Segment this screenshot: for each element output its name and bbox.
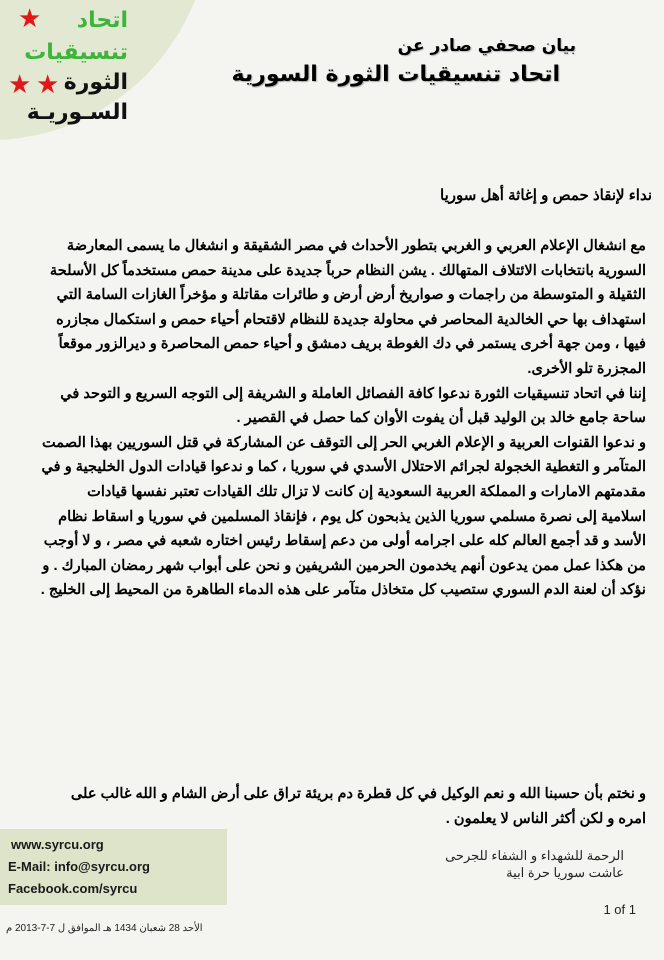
date-line: الأحد 28 شعبان 1434 هـ الموافق ل 7-7-2013 م bbox=[6, 923, 203, 934]
red-star-icon: ★ bbox=[18, 4, 42, 34]
facebook-link[interactable]: Facebook.com/syrcu bbox=[8, 881, 138, 896]
body-paragraph: مع انشغال الإعلام العربي و الغربي بتطور الأحداث في مصر الشقيقة و انشغال ما يسمى المعارضة السورية بانتخابات الائتلاف المتهالك . يشن النظام حرباً جديدة على مدينة حمص مستخدماً كل الأسلحة الثقيلة و المتوسطة من راجمات و صواريخ أرض أرض و طائرات مقاتلة و مؤخراً الغازات السامة التي استهداف بها حي الخالدية المحاصر في محاولة جديدة للنظام لاقتحام أحياء حمص و استكمال مجازره فيها ، ومن جهة أخرى يستمر في دك الغوطة بريف دمشق و أحياء حمص المحاصرة و ديرالزور موقعاً المجزرة تلو الأخرى. bbox=[49, 238, 646, 377]
page-count: 1 of 1 bbox=[603, 902, 636, 917]
logo-line-1: اتحاد bbox=[76, 8, 128, 33]
sign-off-line-1: الرحمة للشهداء و الشفاء للجرحى bbox=[445, 848, 624, 863]
red-star-icon: ★ bbox=[8, 70, 32, 100]
red-star-icon: ★ bbox=[36, 70, 60, 100]
logo-line-2: تنسيقيات bbox=[24, 40, 128, 65]
appeal-title: نداء لإنقاذ حمص و إغاثة أهل سوريا bbox=[440, 187, 652, 204]
organization-logo bbox=[8, 6, 128, 126]
email-link[interactable]: E-Mail: info@syrcu.org bbox=[8, 859, 150, 874]
website-link[interactable]: www.syrcu.org bbox=[11, 837, 104, 852]
statement-body bbox=[40, 234, 646, 603]
contact-box bbox=[0, 829, 227, 905]
logo-line-4: السـوريـة bbox=[26, 100, 128, 125]
logo-line-3: الثورة bbox=[63, 70, 128, 95]
header-subtitle: بيان صحفي صادر عن bbox=[397, 36, 576, 56]
body-paragraph: إننا في اتحاد تنسيقيات الثورة ندعوا كافة الفصائل العاملة و الشريفة إلى التوجه السريع و التوحد في ساحة جامع خالد بن الوليد قبل أن يفوت الأوان كما حصل في القصير . bbox=[60, 385, 646, 427]
closing-paragraph: و نختم بأن حسبنا الله و نعم الوكيل في كل قطرة دم بريئة تراق على أرض الشام و الله غالب على امره و لكن أكثر الناس لا يعلمون . bbox=[70, 786, 646, 827]
sign-off-line-2: عاشت سوريا حرة ابية bbox=[506, 865, 624, 880]
header-title: اتحاد تنسيقيات الثورة السورية bbox=[231, 62, 560, 87]
body-paragraph: و ندعوا القنوات العربية و الإعلام الغربي الحر إلى التوقف عن المشاركة في قتل السوريين بهذا الصمت المتآمر و التغطية الخجولة لجرائم الاحتلال الأسدي في سوريا ، كما و ندعوا قيادات الدول الخليجية و في مقدمتهم الامارات و المملكة العربية السعودية إن كانت لا تزال تلك القيادات تعتبر نفسها قيادات اسلامية إلى نصرة مسلمي سوريا الذين يذبحون كل يوم ، فإنقاذ المسلمين في سوريا و اسقاط نظام الأسد و قد أجمع العالم كله على اجرامه أولى من دعم إسقاط رئيس اختاره شعبه في مصر ، و لا أوجب من هكذا عمل ممن يدعون أنهم يخدمون الحرمين الشريفين و نحن على أبواب شهر رمضان المبارك . و نؤكد أن لعنة الدم السوري ستصيب كل متخاذل متآمر على هذه الدماء الطاهرة من المحيط إلى الخليج . bbox=[40, 434, 646, 599]
sign-off bbox=[445, 847, 624, 881]
